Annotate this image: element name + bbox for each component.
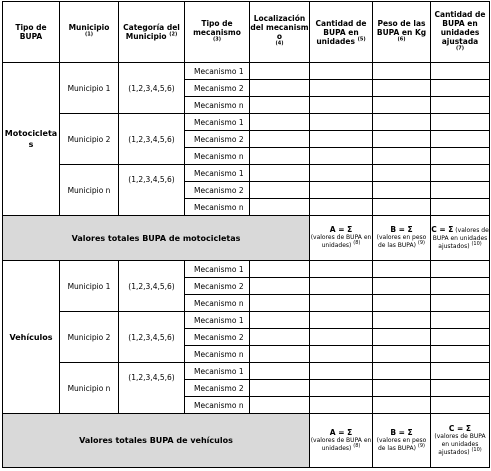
localizacion-cell[interactable]	[250, 397, 310, 414]
categoria-label: (1,2,3,4,5,6)	[128, 175, 175, 184]
mecanismo-cell	[185, 131, 250, 148]
mecanismo-cell	[185, 380, 250, 397]
ajustada-cell[interactable]	[431, 380, 490, 397]
mecanismo-label: Mecanismo 2	[194, 185, 244, 195]
total-b-head: B = Σ	[390, 225, 413, 234]
categoria-cell	[119, 165, 185, 216]
ajustada-cell[interactable]	[431, 295, 490, 312]
peso-cell[interactable]	[373, 312, 431, 329]
categoria-label: (1,2,3,4,5,6)	[128, 373, 175, 382]
categoria-cell	[119, 312, 185, 363]
header-ajustada-text: Cantidad de BUPA en unidades ajustada	[434, 9, 486, 46]
header-categoria-note: (2)	[169, 31, 178, 38]
mecanismo-label: Mecanismo n	[194, 400, 244, 410]
mecanismo-cell	[185, 363, 250, 380]
mecanismo-label: Mecanismo 1	[194, 117, 244, 127]
mecanismo-label: Mecanismo 1	[194, 315, 244, 325]
cantidad-cell[interactable]	[310, 329, 373, 346]
header-peso	[373, 2, 431, 63]
ajustada-cell[interactable]	[431, 346, 490, 363]
cantidad-cell[interactable]	[310, 363, 373, 380]
totals-row-motocicletas	[3, 216, 490, 261]
localizacion-cell[interactable]	[250, 80, 310, 97]
categoria-cell	[119, 114, 185, 165]
localizacion-cell[interactable]	[250, 363, 310, 380]
categoria-label: (1,2,3,4,5,6)	[128, 83, 175, 93]
ajustada-cell[interactable]	[431, 397, 490, 414]
cantidad-cell[interactable]	[310, 380, 373, 397]
header-localizacion-text: Localización del mecanismo	[250, 14, 309, 41]
tipo-motocicletas-text: Motocicletas	[4, 129, 58, 149]
ajustada-cell[interactable]	[431, 312, 490, 329]
total-b-text: (valores en peso de las BUPA)	[376, 234, 427, 249]
total-b-cell	[373, 414, 431, 468]
categoria-label: (1,2,3,4,5,6)	[128, 134, 175, 144]
vehiculos-section	[3, 261, 490, 468]
bupa-table	[2, 1, 490, 468]
localizacion-cell[interactable]	[250, 380, 310, 397]
ajustada-cell[interactable]	[431, 97, 490, 114]
mecanismo-label: Mecanismo 2	[194, 83, 244, 93]
municipio-cell	[60, 114, 119, 165]
mecanismo-cell	[185, 295, 250, 312]
tipo-vehiculos-text: Vehículos	[9, 332, 53, 342]
total-a-head: A = Σ	[329, 225, 353, 234]
total-b-head: B = Σ	[390, 427, 413, 437]
localizacion-cell[interactable]	[250, 199, 310, 216]
municipio-label: Municipio 1	[67, 281, 111, 291]
total-a-cell	[310, 216, 373, 261]
total-a-text: (valores de BUPA en unidades)	[310, 234, 372, 249]
header-cantidad-note: (5)	[357, 36, 366, 42]
cantidad-cell[interactable]	[310, 63, 373, 80]
mecanismo-label: Mecanismo 1	[194, 264, 244, 274]
mecanismo-label: Mecanismo n	[194, 202, 244, 212]
table-row	[3, 165, 490, 182]
municipio-label: Municipio 2	[67, 332, 111, 342]
municipio-cell	[60, 165, 119, 216]
mecanismo-cell	[185, 397, 250, 414]
total-b-text: (valores en peso de las BUPA)	[376, 436, 427, 452]
mecanismo-label: Mecanismo 2	[194, 332, 244, 342]
total-a-note: (8)	[353, 442, 361, 449]
localizacion-cell[interactable]	[250, 165, 310, 182]
localizacion-cell[interactable]	[250, 63, 310, 80]
mecanismo-cell	[185, 165, 250, 182]
mecanismo-cell	[185, 199, 250, 216]
ajustada-cell[interactable]	[431, 363, 490, 380]
localizacion-cell[interactable]	[250, 261, 310, 278]
mecanismo-cell	[185, 148, 250, 165]
municipio-label: Municipio 1	[67, 83, 111, 93]
localizacion-cell[interactable]	[250, 312, 310, 329]
table-row	[3, 114, 490, 131]
categoria-cell	[119, 363, 185, 414]
peso-cell[interactable]	[373, 329, 431, 346]
mecanismo-cell	[185, 114, 250, 131]
localizacion-cell[interactable]	[250, 114, 310, 131]
localizacion-cell[interactable]	[250, 182, 310, 199]
municipio-cell	[60, 63, 119, 114]
total-c-head: C = Σ	[431, 224, 454, 234]
total-c-head: C = Σ	[448, 423, 472, 433]
localizacion-cell[interactable]	[250, 346, 310, 363]
peso-cell[interactable]	[373, 63, 431, 80]
total-b-note: (9)	[417, 442, 425, 449]
mecanismo-label: Mecanismo 1	[194, 168, 244, 178]
peso-cell[interactable]	[373, 278, 431, 295]
total-c-cell	[431, 216, 490, 261]
total-c-cell	[431, 414, 490, 468]
mecanismo-label: Mecanismo n	[194, 298, 244, 308]
total-c-text: (valores de BUPA en unidades ajustados)	[434, 432, 486, 456]
table-row	[3, 312, 490, 329]
municipio-cell	[60, 363, 119, 414]
cantidad-cell[interactable]	[310, 80, 373, 97]
mecanismo-label: Mecanismo n	[194, 100, 244, 110]
peso-cell[interactable]	[373, 397, 431, 414]
ajustada-cell[interactable]	[431, 165, 490, 182]
peso-cell[interactable]	[373, 97, 431, 114]
municipio-cell	[60, 312, 119, 363]
ajustada-cell[interactable]	[431, 80, 490, 97]
peso-cell[interactable]	[373, 165, 431, 182]
totals-label: Valores totales BUPA de motocicletas	[71, 233, 241, 243]
totals-label: Valores totales BUPA de vehículos	[79, 436, 233, 445]
mecanismo-label: Mecanismo 2	[194, 134, 244, 144]
peso-cell[interactable]	[373, 148, 431, 165]
total-a-cell	[310, 414, 373, 468]
cantidad-cell[interactable]	[310, 97, 373, 114]
mecanismo-cell	[185, 182, 250, 199]
table-header	[3, 2, 490, 63]
mecanismo-label: Mecanismo 2	[194, 281, 244, 291]
mecanismo-cell	[185, 261, 250, 278]
mecanismo-cell	[185, 346, 250, 363]
ajustada-cell[interactable]	[431, 63, 490, 80]
tipo-motocicletas	[3, 63, 60, 216]
header-municipio-text: Municipio	[68, 23, 110, 32]
header-ajustada-note: (7)	[455, 45, 465, 51]
peso-cell[interactable]	[373, 199, 431, 216]
tipo-vehiculos	[3, 261, 60, 414]
localizacion-cell[interactable]	[250, 329, 310, 346]
ajustada-cell[interactable]	[431, 199, 490, 216]
peso-cell[interactable]	[373, 114, 431, 131]
ajustada-cell[interactable]	[431, 278, 490, 295]
cantidad-cell[interactable]	[310, 165, 373, 182]
mecanismo-cell	[185, 80, 250, 97]
mecanismo-cell	[185, 329, 250, 346]
total-b-note: (9)	[417, 240, 425, 246]
header-peso-text: Peso de las BUPA en Kg	[376, 18, 427, 37]
categoria-cell	[119, 63, 185, 114]
ajustada-cell[interactable]	[431, 182, 490, 199]
table-row	[3, 63, 490, 80]
localizacion-cell[interactable]	[250, 97, 310, 114]
cantidad-cell[interactable]	[310, 199, 373, 216]
municipio-cell	[60, 261, 119, 312]
header-localizacion	[250, 2, 310, 63]
header-mecanismo-text: Tipo de mecanismo	[193, 18, 241, 37]
total-c-text: (valores de BUPA en unidades ajustados)	[432, 226, 489, 250]
peso-cell[interactable]	[373, 346, 431, 363]
cantidad-cell[interactable]	[310, 397, 373, 414]
cantidad-cell[interactable]	[310, 182, 373, 199]
cantidad-cell[interactable]	[310, 148, 373, 165]
total-c-note: (10)	[471, 446, 482, 453]
categoria-cell	[119, 261, 185, 312]
cantidad-cell[interactable]	[310, 346, 373, 363]
mecanismo-label: Mecanismo 1	[194, 366, 244, 376]
totals-label-cell	[3, 414, 310, 468]
peso-cell[interactable]	[373, 261, 431, 278]
cantidad-cell[interactable]	[310, 114, 373, 131]
header-tipo-text: Tipo de BUPA	[15, 23, 47, 41]
mecanismo-cell	[185, 278, 250, 295]
header-cantidad-text: Cantidad de BUPA en unidades	[315, 18, 367, 46]
ajustada-cell[interactable]	[431, 148, 490, 165]
peso-cell[interactable]	[373, 182, 431, 199]
mecanismo-cell	[185, 312, 250, 329]
peso-cell[interactable]	[373, 380, 431, 397]
table-row	[3, 261, 490, 278]
header-tipo	[3, 2, 60, 63]
total-c-note: (10)	[471, 240, 482, 247]
header-mecanismo	[185, 2, 250, 63]
total-a-head: A = Σ	[329, 427, 353, 437]
header-mecanismo-note: (3)	[212, 36, 222, 42]
cantidad-cell[interactable]	[310, 312, 373, 329]
cantidad-cell[interactable]	[310, 278, 373, 295]
mecanismo-cell	[185, 97, 250, 114]
header-cantidad	[310, 2, 373, 63]
localizacion-cell[interactable]	[250, 148, 310, 165]
ajustada-cell[interactable]	[431, 131, 490, 148]
header-categoria-text: Categoría del Municipio	[123, 23, 180, 41]
peso-cell[interactable]	[373, 131, 431, 148]
table-row	[3, 363, 490, 380]
header-ajustada	[431, 2, 490, 63]
categoria-label: (1,2,3,4,5,6)	[128, 281, 175, 291]
cantidad-cell[interactable]	[310, 131, 373, 148]
mecanismo-label: Mecanismo n	[194, 151, 244, 161]
peso-cell[interactable]	[373, 363, 431, 380]
header-categoria	[119, 2, 185, 63]
ajustada-cell[interactable]	[431, 114, 490, 131]
header-peso-note: (6)	[397, 36, 406, 42]
mecanismo-label: Mecanismo 1	[194, 66, 244, 76]
peso-cell[interactable]	[373, 80, 431, 97]
header-municipio-note: (1)	[84, 31, 94, 38]
municipio-label: Municipio n	[67, 383, 111, 393]
municipio-label: Municipio 2	[67, 134, 111, 144]
total-a-note: (8)	[353, 240, 361, 246]
motocicletas-section	[3, 63, 490, 261]
header-municipio	[60, 2, 119, 63]
cantidad-cell[interactable]	[310, 261, 373, 278]
mecanismo-label: Mecanismo n	[194, 349, 244, 359]
localizacion-cell[interactable]	[250, 278, 310, 295]
categoria-label: (1,2,3,4,5,6)	[128, 332, 175, 342]
totals-label-cell	[3, 216, 310, 261]
localizacion-cell[interactable]	[250, 295, 310, 312]
ajustada-cell[interactable]	[431, 261, 490, 278]
total-b-cell	[373, 216, 431, 261]
mecanismo-label: Mecanismo 2	[194, 383, 244, 393]
municipio-label: Municipio n	[67, 185, 111, 195]
header-localizacion-note: (4)	[275, 40, 284, 47]
mecanismo-cell	[185, 63, 250, 80]
cantidad-cell[interactable]	[310, 295, 373, 312]
header-row	[3, 2, 490, 63]
total-a-text: (valores de BUPA en unidades)	[310, 436, 372, 452]
peso-cell[interactable]	[373, 295, 431, 312]
localizacion-cell[interactable]	[250, 131, 310, 148]
ajustada-cell[interactable]	[431, 329, 490, 346]
totals-row-vehiculos	[3, 414, 490, 468]
